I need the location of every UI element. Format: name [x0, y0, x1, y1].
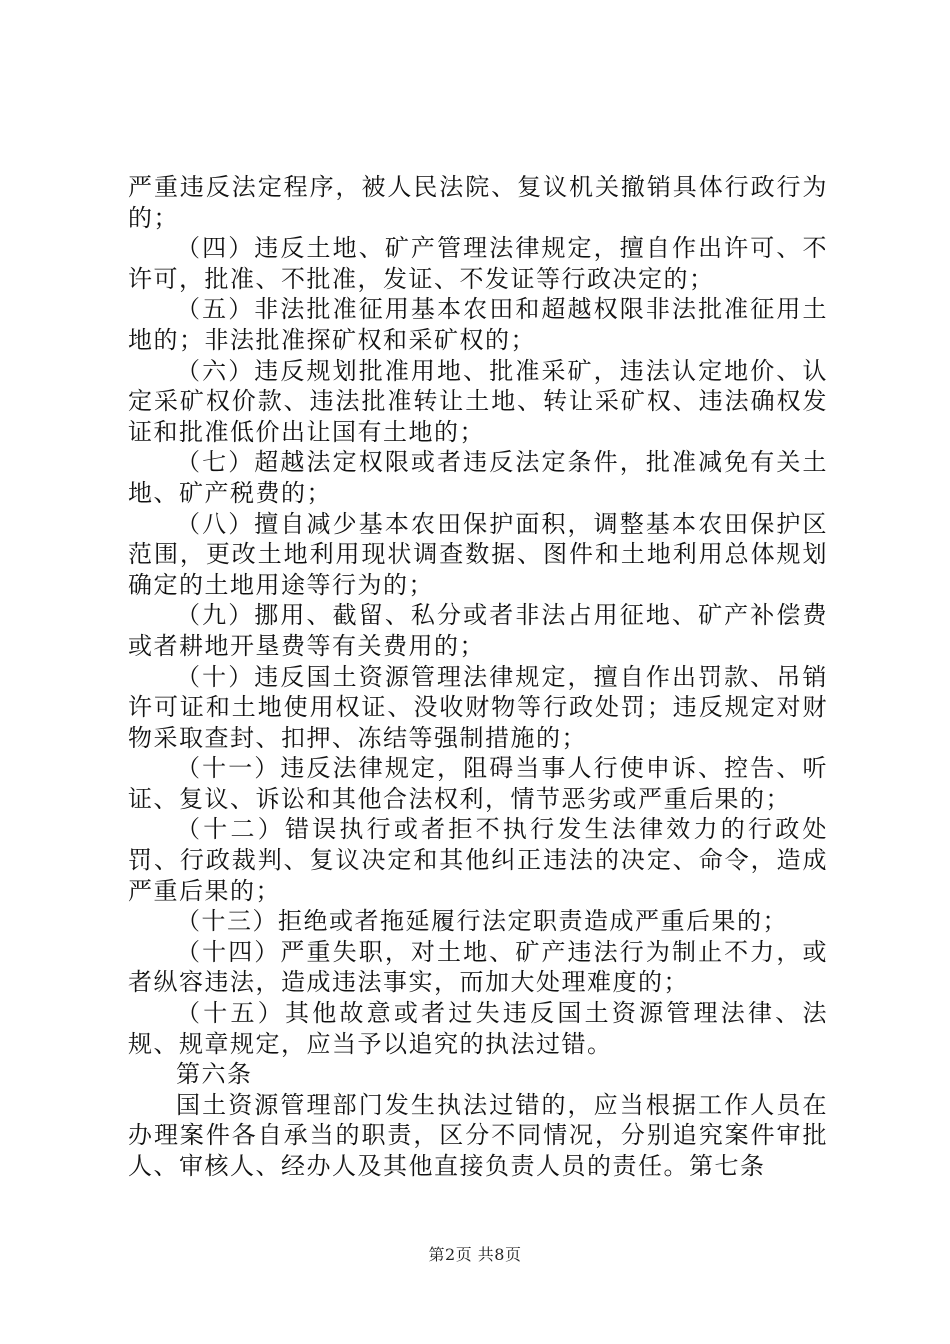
paragraph-item-12: （十二）错误执行或者拒不执行发生法律效力的行政处罚、行政裁判、复议决定和其他纠正违法的决定、命令，造成严重后果的；	[128, 815, 828, 905]
paragraph-item-10: （十）违反国土资源管理法律规定，擅自作出罚款、吊销许可证和土地使用权证、没收财物等行政处罚；违反规定对财物采取查封、扣押、冻结等强制措施的；	[128, 662, 828, 752]
paragraph-item-13: （十三）拒绝或者拖延履行法定职责造成严重后果的；	[176, 907, 788, 936]
paragraph-continuation: 严重违反法定程序，被人民法院、复议机关撤销具体行政行为的；	[128, 173, 828, 232]
paragraph-item-6: （六）违反规划批准用地、批准采矿，违法认定地价、认定采矿权价款、违法批准转让土地、转让采矿权、违法确权发证和批准低价出让国有土地的；	[128, 356, 828, 446]
paragraph-item-11: （十一）违反法律规定，阻碍当事人行使申诉、控告、听证、复议、诉讼和其他合法权利，情节恶劣或严重后果的；	[128, 754, 828, 813]
paragraph-item-7: （七）超越法定权限或者违反法定条件，批准减免有关土地、矿产税费的；	[128, 448, 828, 507]
paragraph-item-14: （十四）严重失职，对土地、矿产违法行为制止不力，或者纵容违法，造成违法事实，而加大处理难度的；	[128, 937, 828, 997]
article-6-body: 国土资源管理部门发生执法过错的，应当根据工作人员在办理案件各自承当的职责，区分不同情况，分别追究案件审批人、审核人、经办人及其他直接负责人员的责任。第七条	[128, 1090, 828, 1180]
paragraph-item-9: （九）挪用、截留、私分或者非法占用征地、矿产补偿费或者耕地开垦费等有关费用的；	[128, 601, 828, 660]
paragraph-item-5: （五）非法批准征用基本农田和超越权限非法批准征用土地的；非法批准探矿权和采矿权的；	[128, 295, 828, 354]
paragraph-item-8: （八）擅自减少基本农田保护面积，调整基本农田保护区范围，更改土地利用现状调查数据、图件和土地利用总体规划确定的土地用途等行为的；	[128, 509, 828, 599]
paragraph-item-15: （十五）其他故意或者过失违反国土资源管理法律、法规、规章规定，应当予以追究的执法过错。	[128, 999, 828, 1058]
paragraph-item-4: （四）违反土地、矿产管理法律规定，擅自作出许可、不许可，批准、不批准，发证、不发证等行政决定的；	[128, 234, 828, 293]
document-body	[128, 172, 828, 1182]
article-heading-6: 第六条	[176, 1060, 253, 1089]
page-number-footer: 第2页 共8页	[428, 1245, 522, 1264]
